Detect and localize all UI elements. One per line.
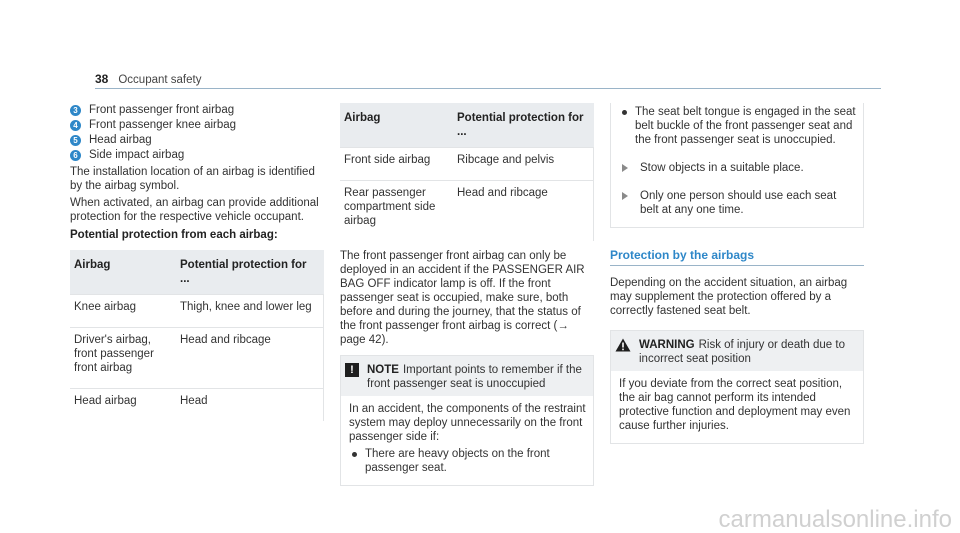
bullet-text: There are heavy objects on the front passenger seat.	[365, 448, 550, 474]
table-header: Airbag	[340, 103, 452, 148]
paragraph: Depending on the accident situation, an airbag may supplement the protection offered by a correctly fastened seat belt.	[610, 277, 848, 317]
paragraph: When activated, an airbag can provide additional protection for the respective vehicle occupant.	[70, 197, 319, 223]
warning-triangle-icon	[615, 338, 631, 352]
table-cell: Driver's airbag, front passenger front airbag	[70, 328, 175, 389]
table-cell: Head	[175, 389, 324, 422]
bullet-icon	[352, 452, 357, 457]
note-label: NOTE	[367, 364, 399, 376]
table-cell: Front side airbag	[340, 148, 452, 181]
numbered-item	[70, 148, 324, 162]
paragraph: The front passenger front airbag can only be deployed in an accident if the PASSENGER AIR BAG OFF indicator lamp is off. If the front passenger seat is occupied, make sure, both before and during the journey, that the status of the front passenger front airbag is correct (→ page 42).	[340, 250, 585, 346]
bullet-item	[619, 105, 857, 147]
airbag-protection-table	[70, 250, 324, 421]
table-cell: Head and ribcage	[452, 181, 594, 242]
bullet-text: The seat belt tongue is engaged in the seat belt buckle of the front passenger seat and the front passenger seat is unoccupied.	[635, 106, 856, 146]
column-2	[340, 103, 594, 486]
note-title: Important points to remember if the front passenger seat is unoccupied	[367, 364, 582, 390]
note-box	[340, 355, 594, 486]
number-badge: 5	[70, 135, 81, 146]
exclamation-icon: !	[345, 363, 359, 377]
number-badge: 6	[70, 150, 81, 161]
table-row	[340, 148, 594, 181]
column-3	[610, 103, 864, 444]
table-header: Potential protection for ...	[452, 103, 594, 148]
numbered-item-text: Side impact airbag	[89, 149, 185, 161]
warning-body	[611, 371, 863, 443]
header-rule	[95, 88, 881, 89]
watermark: carmanualsonline.info	[718, 506, 952, 533]
paragraph: The installation location of an airbag is identified by the airbag symbol.	[70, 166, 315, 192]
number-badge: 3	[70, 105, 81, 116]
numbered-item-text: Head airbag	[89, 134, 152, 146]
table-header: Airbag	[70, 250, 175, 295]
section-title: Protection by the airbags	[610, 248, 864, 266]
table-row	[70, 295, 324, 328]
table-cell: Head airbag	[70, 389, 175, 422]
numbered-item-text: Front passenger knee airbag	[89, 119, 237, 131]
table-row	[70, 328, 324, 389]
warning-heading	[639, 338, 857, 366]
table-cell: Knee airbag	[70, 295, 175, 328]
table-row	[70, 389, 324, 422]
table-cell: Thigh, knee and lower leg	[175, 295, 324, 328]
arrow-right-icon	[622, 164, 628, 172]
numbered-item	[70, 103, 324, 117]
action-text: Stow objects in a suitable place.	[640, 162, 804, 174]
bullet-item	[349, 447, 587, 475]
section-name: Occupant safety	[118, 74, 202, 86]
note-body	[341, 396, 593, 485]
warning-text: If you deviate from the correct seat position, the air bag cannot perform its intended protective function and deployment may even cause further injuries.	[619, 378, 851, 432]
warning-title: Risk of injury or death due to incorrect seat position	[639, 339, 845, 365]
warning-header	[611, 331, 863, 371]
arrow-right-icon	[622, 192, 628, 200]
numbered-item	[70, 133, 324, 147]
note-text: In an accident, the components of the restraint system may deploy unnecessarily on the front passenger side if:	[349, 403, 586, 443]
table-row	[340, 181, 594, 242]
table-cell: Ribcage and pelvis	[452, 148, 594, 181]
table-cell: Head and ribcage	[175, 328, 324, 389]
column-1	[70, 103, 324, 421]
action-text: Only one person should use each seat belt at any one time.	[640, 190, 837, 216]
warning-label: WARNING	[639, 339, 695, 351]
note-box-continued	[610, 103, 864, 228]
table-cell: Rear passenger compartment side airbag	[340, 181, 452, 242]
action-item	[619, 189, 857, 217]
subheading: Potential protection from each airbag:	[70, 229, 278, 241]
numbered-item-text: Front passenger front airbag	[89, 104, 235, 116]
number-badge: 4	[70, 120, 81, 131]
airbag-protection-table-continued	[340, 103, 594, 241]
bullet-icon	[622, 110, 627, 115]
page-header	[95, 72, 201, 87]
note-header	[341, 356, 593, 396]
numbered-item	[70, 118, 324, 132]
action-item	[619, 161, 857, 175]
warning-box	[610, 330, 864, 444]
note-heading	[367, 363, 587, 391]
table-header: Potential protection for ...	[175, 250, 324, 295]
page-number: 38	[95, 72, 109, 86]
